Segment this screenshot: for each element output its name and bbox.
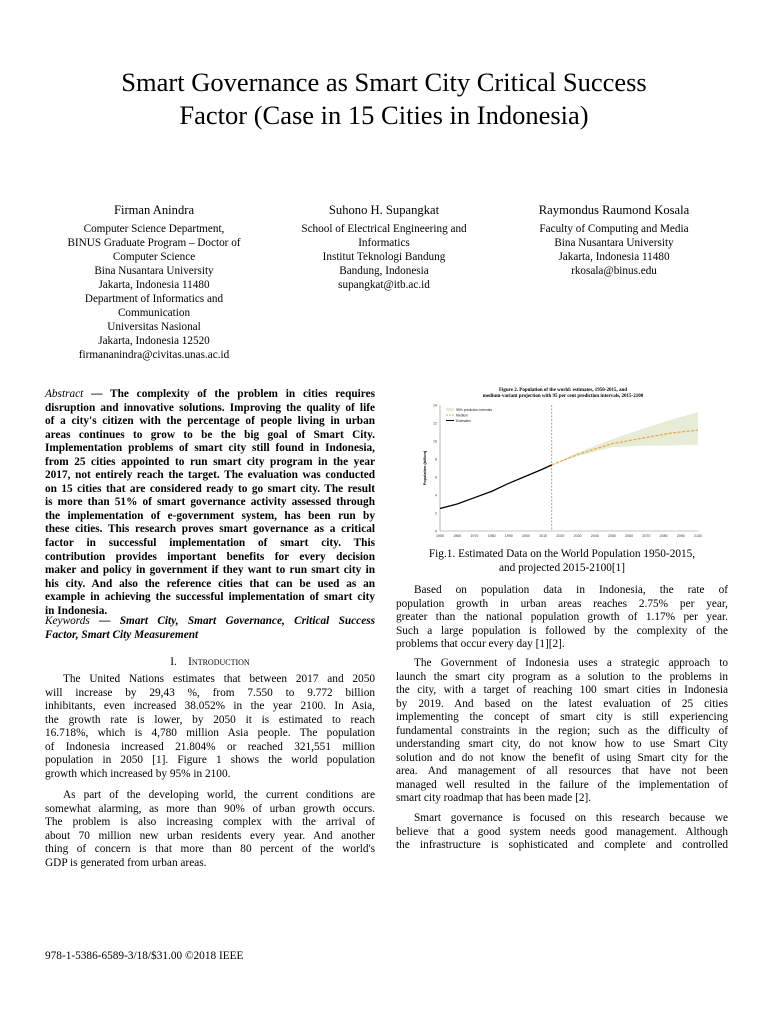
author-email: firmananindra@civitas.unas.ac.id xyxy=(78,349,230,361)
paragraph-line: population growth in urban areas reaches 2.75% per year, xyxy=(396,597,728,610)
section-number: I. xyxy=(170,656,177,668)
x-tick-label: 2060 xyxy=(625,534,634,538)
population-chart xyxy=(418,383,708,543)
keywords xyxy=(45,615,375,642)
caption-line: and projected 2015-2100[1] xyxy=(498,561,626,574)
abstract-line: contribution provides important benefits for every decision xyxy=(45,550,375,563)
abstract-line: Implementation problems of smart city still found in Indonesia, xyxy=(45,442,375,455)
x-tick-label: 1960 xyxy=(453,534,462,538)
paragraph-line: Such a large population is followed by the complexity of the xyxy=(396,624,728,637)
author-name: Raymondus Raumond Kosala xyxy=(538,203,690,217)
y-tick-label: 6 xyxy=(435,475,437,480)
caption-line: Fig.1. Estimated Data on the World Population 1950-2015, xyxy=(428,548,696,560)
abstract-line: areas continues to grow to be the big goal of Smart City. xyxy=(45,428,375,441)
x-tick-label: 2040 xyxy=(590,534,599,538)
affiliation-line: Computer Science xyxy=(112,251,196,263)
x-tick-label: 2020 xyxy=(556,534,565,538)
paragraph-line: 16.718%, which is 4,780 million Asia people. The population xyxy=(45,727,375,740)
abstract-line: on 15 cities that are considered ready to go smart city. The result xyxy=(45,482,375,495)
abstract-line: maker and policy in government if they want to run smart city in xyxy=(45,564,375,577)
affiliation-line: Bandung, Indonesia xyxy=(339,265,429,277)
y-axis-label: Population (billion) xyxy=(423,450,427,486)
x-tick-label: 2000 xyxy=(522,534,530,538)
abstract-line: the implementation of e-government system, has been run by xyxy=(45,509,375,522)
affiliation-line: Universitas Nasional xyxy=(107,321,201,333)
paragraph-line: the city, with a target of reaching 100 smart cities in Indonesia xyxy=(396,684,728,697)
copyright-footer: 978-1-5386-6589-3/18/$31.00 ©2018 IEEE xyxy=(45,950,244,962)
x-tick-label: 2100 xyxy=(694,534,702,538)
x-tick-label: 1950 xyxy=(436,534,444,538)
x-tick-label: 2030 xyxy=(573,534,582,538)
paragraph-line: launch the smart city program as a solution to the problems in xyxy=(396,670,728,683)
author-block-3 xyxy=(504,203,724,278)
paragraph-line: problems that occur every day [1][2]. xyxy=(396,638,565,651)
paragraph-line: growth which increased by 95% in 2100. xyxy=(45,767,231,780)
paragraph-line: inhibitants, even increased 38.052% in the year 2100. In Asia, xyxy=(45,700,375,713)
abstract-label: Abstract xyxy=(45,388,84,400)
y-tick-label: 8 xyxy=(435,457,437,462)
paragraph-line: Based on population data in Indonesia, the rate of xyxy=(414,584,728,596)
author-name: Firman Anindra xyxy=(113,203,195,217)
intro-paragraph-2 xyxy=(45,789,375,870)
affiliation-line: Bina Nusantara University xyxy=(554,237,674,249)
y-tick-label: 4 xyxy=(435,493,437,498)
paragraph-line: thing of concern is that more than 80 percent of the world's xyxy=(45,843,375,856)
legend-label: Estimates xyxy=(456,419,471,423)
author-block-2 xyxy=(274,203,494,292)
figure-caption xyxy=(396,548,728,575)
y-tick-label: 14 xyxy=(433,403,437,408)
affiliation-line: School of Electrical Engineering and xyxy=(301,223,467,235)
abstract-line: disruption and innovative solutions. Improving the quality of life xyxy=(45,401,375,414)
affiliation-line: Bina Nusantara University xyxy=(94,265,214,277)
paragraph-line: of Indonesia increased 21.804% or reached 321,551 million xyxy=(45,740,375,753)
paragraph-line: The Government of Indonesia uses a strategic approach to xyxy=(414,657,728,669)
y-tick-label: 2 xyxy=(435,511,437,516)
abstract-line: from 25 cities appointed to run smart city program in the year xyxy=(45,455,375,468)
legend-label: Medium xyxy=(456,413,469,418)
author-name: Suhono H. Supangkat xyxy=(328,203,440,217)
affiliation-line: Institut Teknologi Bandung xyxy=(322,251,446,263)
affiliation-line: BINUS Graduate Program – Doctor of xyxy=(67,237,241,249)
affiliation-line: Jakarta, Indonesia 11480 xyxy=(98,279,210,291)
paragraph-line: understanding smart city, do not know how to use Smart City xyxy=(396,738,728,751)
affiliation-line: Jakarta, Indonesia 11480 xyxy=(558,251,670,263)
body-paragraph-2 xyxy=(396,657,728,806)
affiliation-line: Communication xyxy=(117,307,191,319)
abstract-line: factor in successful implementation of smart city. This xyxy=(45,537,375,550)
x-tick-label: 2050 xyxy=(608,534,616,538)
paragraph-line: believe that a good system needs good management. Although xyxy=(396,825,728,838)
body-paragraph-1 xyxy=(396,584,728,652)
keywords-line: Factor, Smart City Measurement xyxy=(45,628,199,641)
x-tick-label: 2080 xyxy=(659,534,668,538)
prediction-interval-band xyxy=(552,412,698,465)
paragraph-line: smart city roadmap that has been made [2]. xyxy=(396,792,592,805)
x-tick-label: 2070 xyxy=(642,534,651,538)
paragraph-line: the infrastructure is sophisticated and complete and controlled xyxy=(396,839,728,852)
x-tick-label: 1990 xyxy=(504,534,513,538)
paragraph-line: GDP is generated from urban areas. xyxy=(45,856,207,869)
author-email: supangkat@itb.ac.id xyxy=(338,279,430,291)
abstract-line: in Indonesia. xyxy=(45,604,108,617)
paragraph-line: Smart governance is focused on this research because we xyxy=(414,812,728,824)
keywords-label: Keywords xyxy=(45,615,90,627)
paragraph-line: fundamental constraints in the region; such as the difficulty of xyxy=(396,724,728,737)
paragraph-line: the growth rate is lower, by 2050 it is estimated to reach xyxy=(45,713,375,726)
affiliation-line: Informatics xyxy=(358,237,410,249)
y-tick-label: 10 xyxy=(433,439,437,444)
x-tick-label: 1970 xyxy=(470,534,479,538)
abstract-line: 2017, not entirely reach the target. The evaluation was conducted xyxy=(45,469,375,482)
paragraph-line: As part of the developing world, the current conditions are xyxy=(63,789,375,801)
section-title: Introduction xyxy=(188,656,250,668)
intro-paragraph-1 xyxy=(45,673,375,781)
chart-title: medium-variant projection with 95 per cent prediction intervals, 2015-2100 xyxy=(482,394,644,399)
paragraph-line: managed well resulted in the failure of the implementation of xyxy=(396,778,728,791)
paragraph-line: implementing the concept of smart city is still experiencing xyxy=(396,711,728,724)
paragraph-line: The problem is also increasing complex with the arrival of xyxy=(45,816,375,829)
paragraph-line: about 70 million new urban residents every year. And another xyxy=(45,829,375,842)
author-email: rkosala@binus.edu xyxy=(571,265,657,277)
abstract-line: example in achieving the successful implementation of smart city xyxy=(45,591,375,604)
title-line: Factor (Case in 15 Cities in Indonesia) xyxy=(179,100,589,130)
abstract-line: is more than 51% of smart governance activity assessed through xyxy=(45,496,375,509)
legend-swatch xyxy=(446,408,454,411)
keywords-line: — Smart City, Smart Governance, Critical Success xyxy=(89,615,375,627)
section-heading xyxy=(45,656,375,668)
x-tick-label: 2090 xyxy=(676,534,685,538)
abstract-line: these cities. This research proves smart governance as a critical xyxy=(45,523,375,536)
y-tick-label: 0 xyxy=(435,529,437,534)
chart-title: Figure 2. Population of the world: estimates, 1950-2015, and xyxy=(498,388,628,393)
abstract-line: his city. And also the reference cities that can be used as an xyxy=(45,577,375,590)
affiliation-line: Computer Science Department, xyxy=(83,223,225,235)
paragraph-line: will increase by 29,43 %, from 7.550 to 9.772 billion xyxy=(45,686,375,699)
paragraph-line: somewhat alarming, as more than 90% of urban growth occurs. xyxy=(45,802,375,815)
estimates-line xyxy=(440,465,552,509)
paragraph-line: by 2019. And based on the latest evaluation of 25 cities xyxy=(396,697,728,710)
paragraph-line: The United Nations estimates that between 2017 and 2050 xyxy=(63,673,375,685)
affiliation-line: Faculty of Computing and Media xyxy=(539,223,689,235)
paragraph-line: greater than the national population growth of 1.17% per year. xyxy=(396,611,728,624)
x-tick-label: 2010 xyxy=(539,534,548,538)
y-tick-label: 12 xyxy=(433,421,437,426)
affiliation-line: Jakarta, Indonesia 12520 xyxy=(98,335,210,347)
abstract-line: of a city's citizen with the percentage of people living in urban xyxy=(45,415,375,428)
abstract xyxy=(45,388,375,618)
abstract-line: — The complexity of the problem in cities requires xyxy=(83,388,375,400)
paragraph-line: area. And management of all resources that have not been xyxy=(396,765,728,778)
x-tick-label: 1980 xyxy=(487,534,496,538)
body-paragraph-3 xyxy=(396,812,728,853)
legend-label: 95% prediction intervals xyxy=(456,408,492,412)
paragraph-line: population in 2050 [1]. Figure 1 shows the world population xyxy=(45,754,375,767)
affiliation-line: Department of Informatics and xyxy=(84,293,224,305)
title-line: Smart Governance as Smart City Critical Success xyxy=(121,67,647,97)
paper-title xyxy=(40,66,728,132)
paragraph-line: solution and do not know the benefit of using Smart city for the xyxy=(396,751,728,764)
author-block-1 xyxy=(44,203,264,362)
